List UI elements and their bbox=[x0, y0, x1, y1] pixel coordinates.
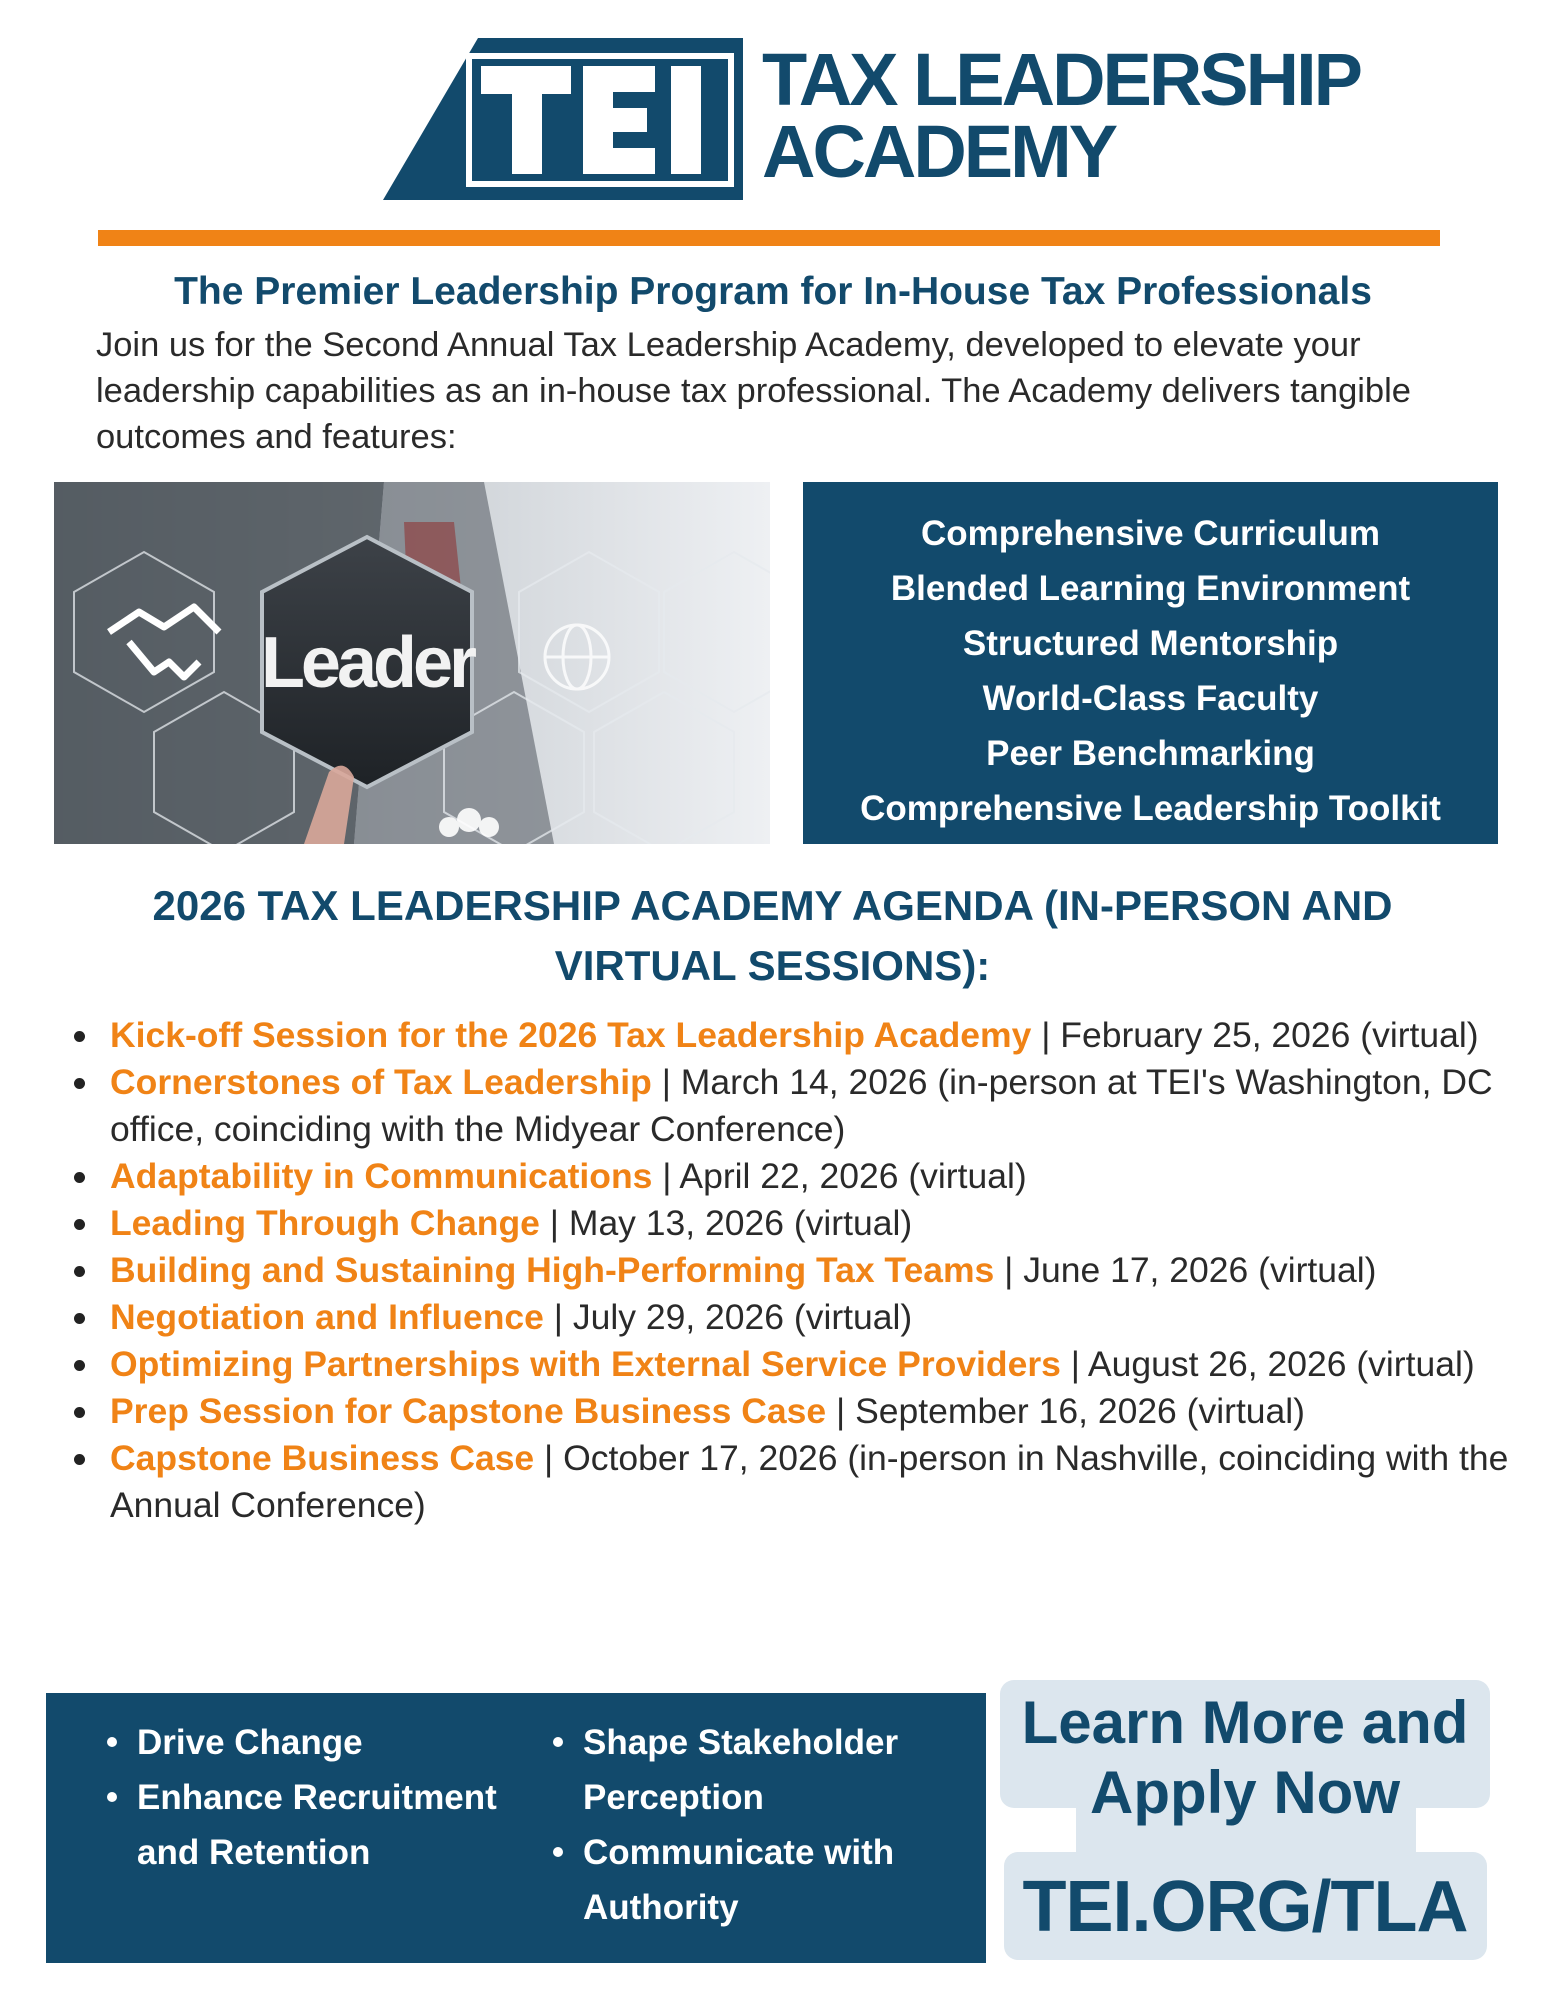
agenda-item bbox=[110, 1388, 1545, 1435]
session-title[interactable]: Leading Through Change bbox=[110, 1203, 540, 1243]
session-detail: | October 17, 2026 (in-person in Nashville, coinciding with the Annual Conference) bbox=[110, 1438, 1509, 1525]
logo-line-1: TAX LEADERSHIP bbox=[762, 38, 1361, 121]
session-detail: | September 16, 2026 (virtual) bbox=[826, 1391, 1306, 1431]
agenda-item bbox=[110, 1435, 1545, 1529]
orange-divider bbox=[98, 230, 1440, 246]
session-title[interactable]: Adaptability in Communications bbox=[110, 1156, 653, 1196]
session-detail: | February 25, 2026 (virtual) bbox=[1031, 1015, 1479, 1055]
learn-more-cta[interactable] bbox=[1000, 1688, 1490, 1828]
agenda-item bbox=[110, 1153, 1545, 1200]
agenda-item bbox=[110, 1059, 1545, 1153]
features-box bbox=[803, 482, 1498, 844]
benefits-box bbox=[46, 1693, 986, 1963]
feature-item: Comprehensive Curriculum bbox=[921, 514, 1380, 553]
session-detail: | August 26, 2026 (virtual) bbox=[1060, 1344, 1475, 1384]
cta-line-2: Apply Now bbox=[1090, 1759, 1400, 1826]
feature-item: Comprehensive Leadership Toolkit bbox=[860, 789, 1441, 828]
cta-line-1: Learn More and bbox=[1021, 1689, 1469, 1756]
logo-wordmark bbox=[762, 38, 1361, 193]
intro-paragraph: Join us for the Second Annual Tax Leadership Academy, developed to elevate your leadership capabilities as an in-house tax professional. The Academy delivers tangible outcomes and features: bbox=[96, 326, 1411, 456]
feature-item: World-Class Faculty bbox=[982, 679, 1319, 718]
session-title[interactable]: Capstone Business Case bbox=[110, 1438, 535, 1478]
leader-photo bbox=[54, 482, 770, 844]
agenda-list bbox=[60, 1012, 1545, 1529]
benefit-item: Drive Change bbox=[137, 1715, 517, 1770]
benefit-item: Shape Stakeholder Perception bbox=[583, 1715, 963, 1825]
agenda-item bbox=[110, 1200, 1545, 1247]
session-detail: | March 14, 2026 (in-person at TEI's Washington, DC office, coinciding with the Midyear Conference) bbox=[110, 1062, 1493, 1149]
session-title[interactable]: Optimizing Partnerships with External Service Providers bbox=[110, 1344, 1061, 1384]
session-title[interactable]: Building and Sustaining High-Performing Tax Teams bbox=[110, 1250, 995, 1290]
cta-url-link[interactable]: TEI.ORG/TLA bbox=[1022, 1867, 1468, 1947]
logo-mark-text: TEI bbox=[563, 188, 565, 189]
feature-item: Peer Benchmarking bbox=[986, 734, 1315, 773]
session-title[interactable]: Cornerstones of Tax Leadership bbox=[110, 1062, 652, 1102]
feature-item: Structured Mentorship bbox=[962, 624, 1339, 663]
session-title[interactable]: Negotiation and Influence bbox=[110, 1297, 544, 1337]
page-headline: The Premier Leadership Program for In-House Tax Professionals bbox=[174, 270, 1372, 313]
session-title[interactable]: Prep Session for Capstone Business Case bbox=[110, 1391, 827, 1431]
session-detail: | May 13, 2026 (virtual) bbox=[539, 1203, 913, 1243]
agenda-item bbox=[110, 1247, 1545, 1294]
agenda-item bbox=[110, 1341, 1545, 1388]
logo-line-2: ACADEMY bbox=[762, 110, 1116, 193]
benefits-column-left bbox=[137, 1715, 517, 1880]
benefit-item: Communicate with Authority bbox=[583, 1825, 963, 1935]
benefits-column-right bbox=[583, 1715, 963, 1935]
agenda-item bbox=[110, 1294, 1545, 1341]
session-title[interactable]: Kick-off Session for the 2026 Tax Leadership Academy bbox=[110, 1015, 1032, 1055]
tei-logo-mark bbox=[383, 38, 743, 204]
feature-item: Blended Learning Environment bbox=[890, 569, 1411, 608]
session-detail: | July 29, 2026 (virtual) bbox=[543, 1297, 913, 1337]
benefit-item: Enhance Recruitment and Retention bbox=[137, 1770, 517, 1880]
session-detail: | June 17, 2026 (virtual) bbox=[994, 1250, 1377, 1290]
hex-leader-label: Leader bbox=[260, 623, 474, 703]
agenda-title: 2026 TAX LEADERSHIP ACADEMY AGENDA (IN-PERSON AND VIRTUAL SESSIONS): bbox=[152, 882, 1393, 989]
session-detail: | April 22, 2026 (virtual) bbox=[652, 1156, 1027, 1196]
agenda-item bbox=[110, 1012, 1545, 1059]
